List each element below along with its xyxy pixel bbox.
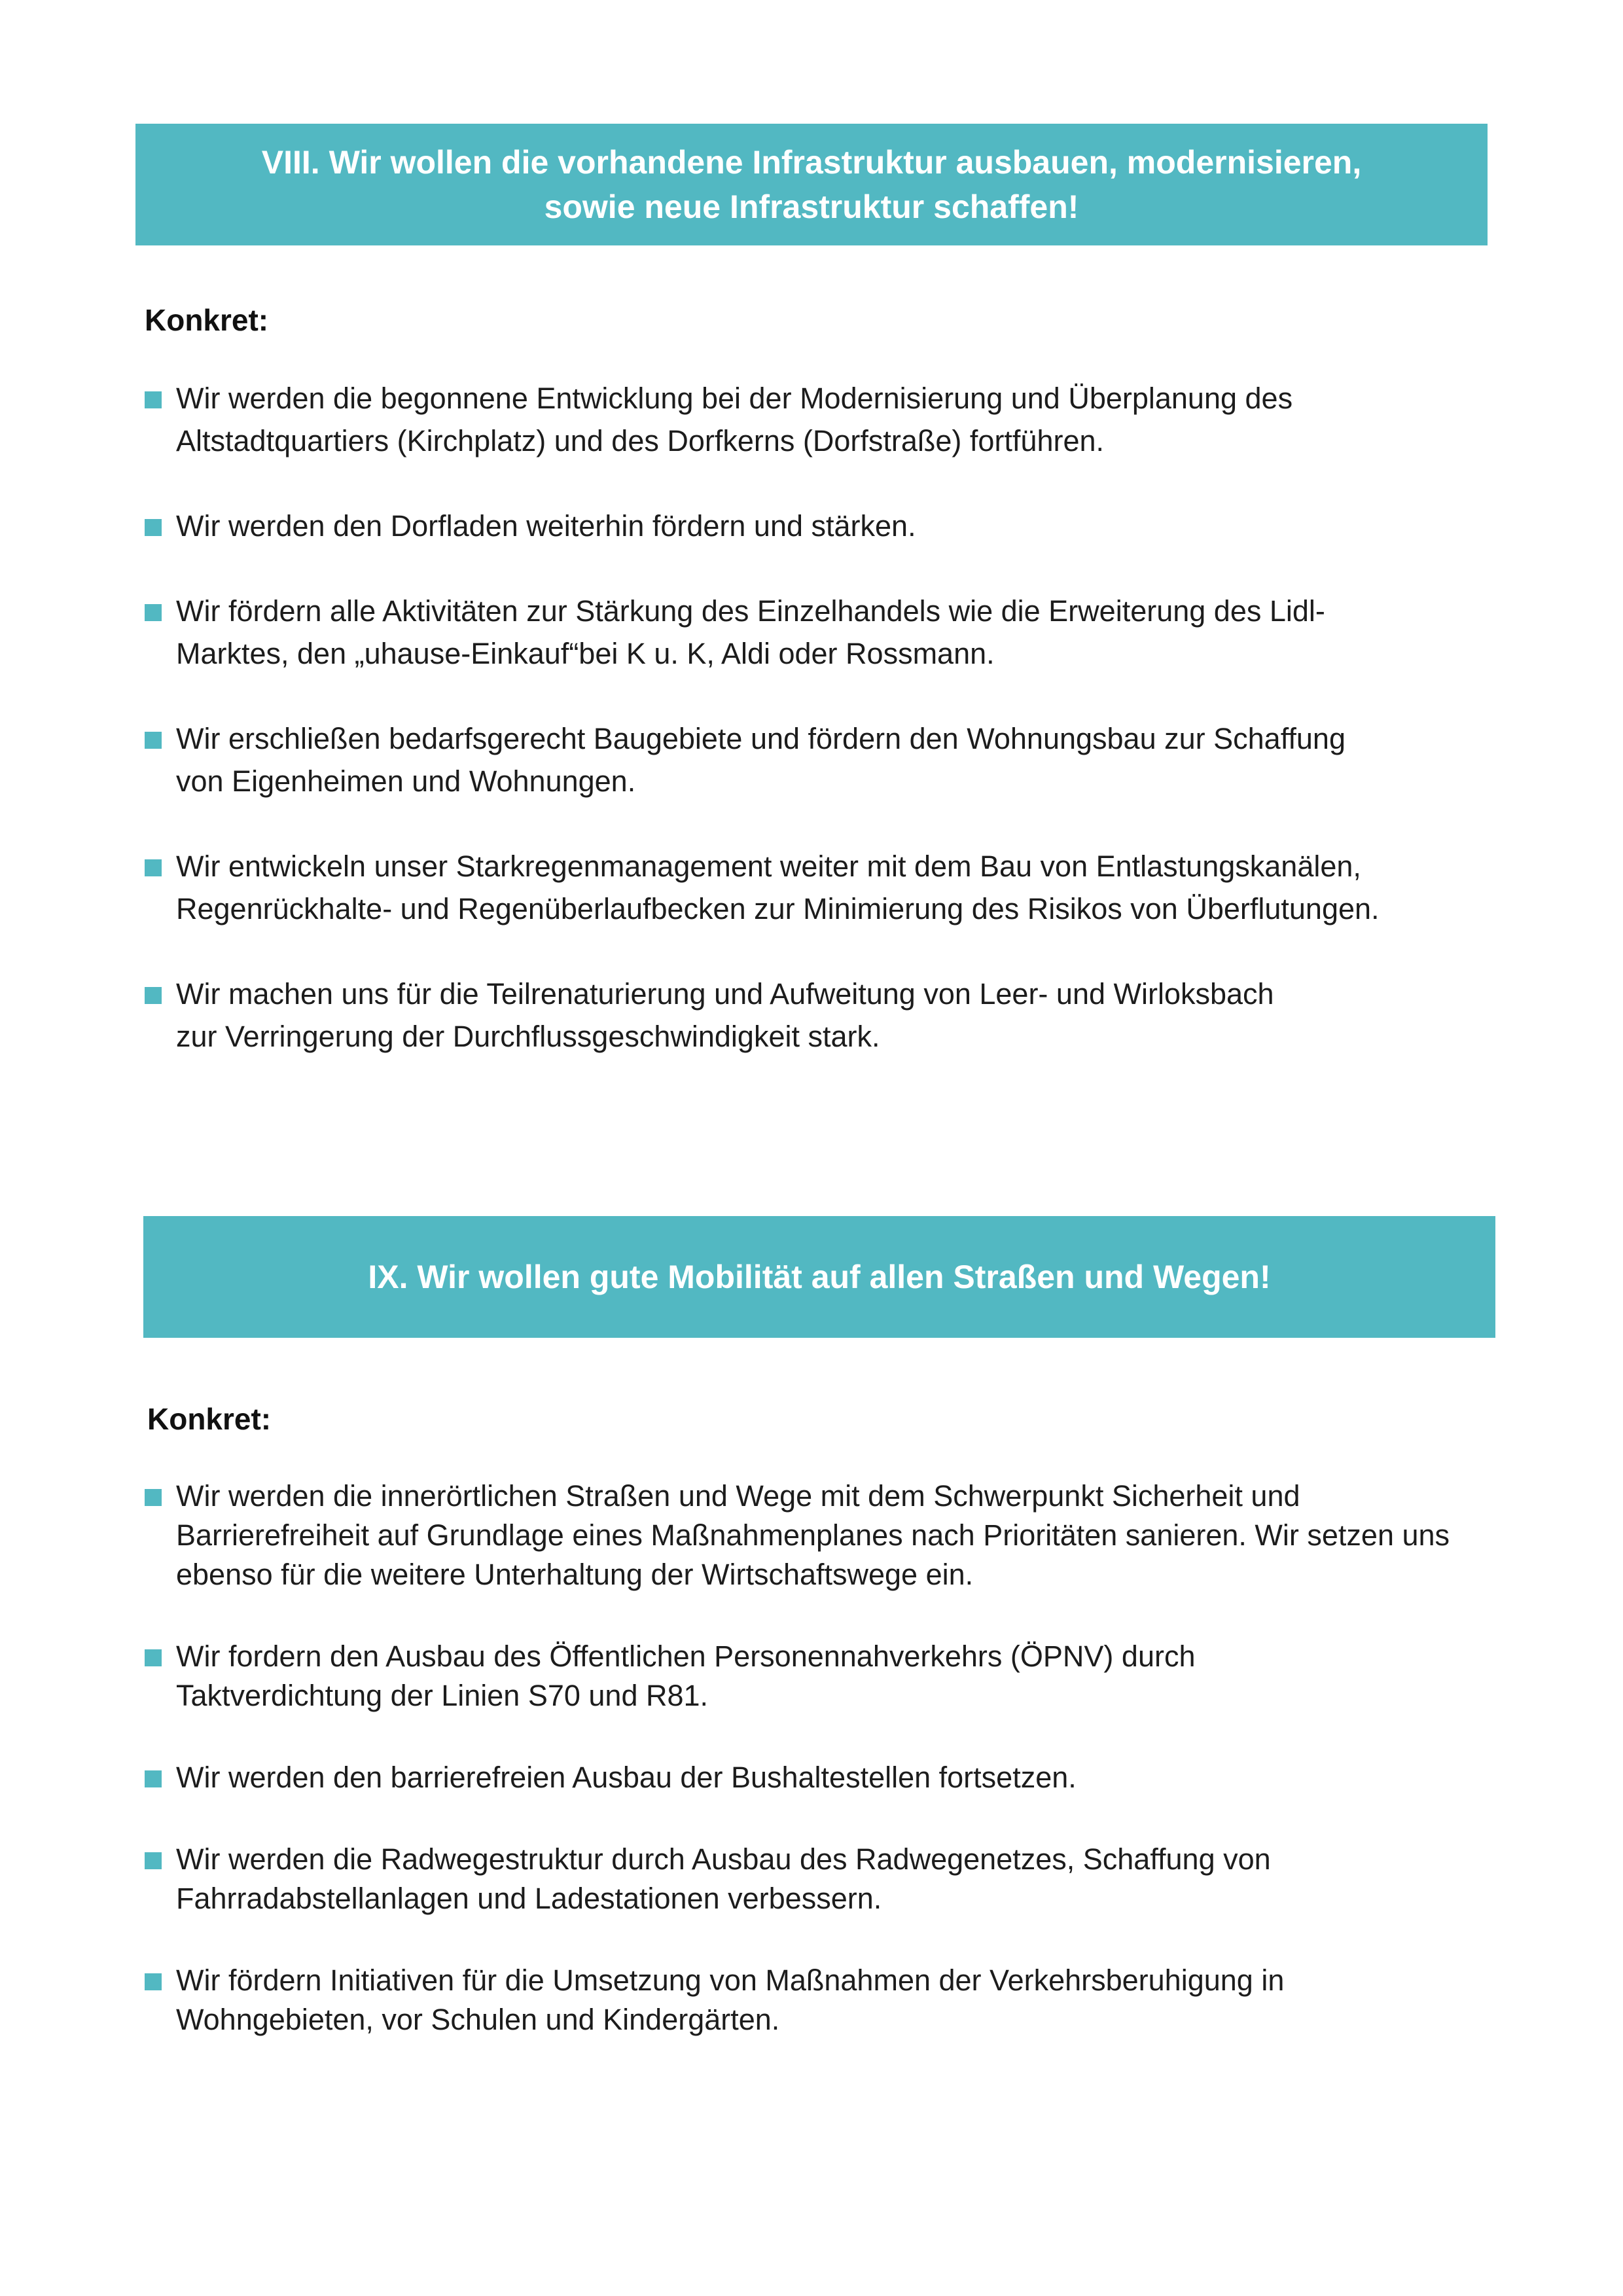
list-item <box>145 505 1374 547</box>
list-item <box>145 590 1374 675</box>
square-bullet-icon <box>145 1489 162 1506</box>
mobility-list <box>145 1477 1454 2039</box>
list-item-text: Wir entwickeln unser Starkregenmanagement weiter mit dem Bau von Entlastungskanälen, Regenrückhalte- und Regenüberlaufbecken zur Minimierung des Risikos von Überflutungen. <box>176 850 1380 925</box>
banner-title: IX. Wir wollen gute Mobilität auf allen Straßen und Wegen! <box>368 1259 1271 1295</box>
list-item <box>145 845 1393 930</box>
list-item <box>145 377 1374 462</box>
list-item <box>145 1637 1367 1715</box>
square-bullet-icon <box>145 604 162 621</box>
list-item <box>145 1961 1433 2039</box>
infrastructure-list <box>145 377 1388 1058</box>
list-item-text: Wir werden den Dorfladen weiterhin fördern und stärken. <box>176 509 916 543</box>
list-item-text: Wir werden die Radwegestruktur durch Ausbau des Radwegenetzes, Schaffung von Fahrradabstellanlagen und Ladestationen verbessern. <box>176 1842 1271 1915</box>
list-item <box>145 1758 1419 1797</box>
list-item <box>145 717 1374 802</box>
square-bullet-icon <box>145 391 162 408</box>
square-bullet-icon <box>145 1770 162 1787</box>
square-bullet-icon <box>145 732 162 749</box>
list-item-text: Wir fördern alle Aktivitäten zur Stärkung des Einzelhandels wie die Erweiterung des Lidl-Marktes, den „uhause-Einkauf“bei K u. K, Aldi oder Rossmann. <box>176 594 1325 670</box>
list-item-text: Wir werden die begonnene Entwicklung bei der Modernisierung und Überplanung des Altstadtquartiers (Kirchplatz) und des Dorfkerns (Dorfstraße) fortführen. <box>176 382 1293 457</box>
square-bullet-icon <box>145 1973 162 1990</box>
list-item-text: Wir werden den barrierefreien Ausbau der Bushaltestellen fortsetzen. <box>176 1761 1077 1794</box>
square-bullet-icon <box>145 1649 162 1666</box>
list-item-text: Wir werden die innerörtlichen Straßen und Wege mit dem Schwerpunkt Sicherheit und Barrierefreiheit auf Grundlage eines Maßnahmenplanes nach Prioritäten sanieren. Wir setzen uns ebenso für die weitere Unterhaltung der Wirtschaftswege ein. <box>176 1479 1450 1591</box>
list-item <box>145 1840 1446 1918</box>
square-bullet-icon <box>145 1852 162 1869</box>
section-banner-mobility <box>143 1216 1495 1338</box>
konkret-heading: Konkret: <box>147 1402 272 1436</box>
list-item <box>145 1477 1459 1594</box>
konkret-heading: Konkret: <box>145 303 269 337</box>
banner-title-line2: sowie neue Infrastruktur schaffen! <box>544 188 1079 225</box>
list-item-text: Wir fördern Initiativen für die Umsetzung von Maßnahmen der Verkehrsberuhigung in Wohngebieten, vor Schulen und Kindergärten. <box>176 1964 1285 2036</box>
square-bullet-icon <box>145 519 162 536</box>
square-bullet-icon <box>145 987 162 1004</box>
section-banner-infrastructure <box>135 124 1488 245</box>
list-item <box>145 973 1302 1058</box>
list-item-text: Wir machen uns für die Teilrenaturierung und Aufweitung von Leer- und Wirloksbach zur Verringerung der Durchflussgeschwindigkeit stark. <box>176 977 1274 1053</box>
list-item-text: Wir erschließen bedarfsgerecht Baugebiete und fördern den Wohnungsbau zur Schaffung von Eigenheimen und Wohnungen. <box>176 722 1346 798</box>
square-bullet-icon <box>145 859 162 876</box>
list-item-text: Wir fordern den Ausbau des Öffentlichen Personennahverkehrs (ÖPNV) durch Taktverdichtung der Linien S70 und R81. <box>176 1640 1196 1712</box>
banner-title-line1: VIII. Wir wollen die vorhandene Infrastruktur ausbauen, modernisieren, <box>261 144 1362 181</box>
